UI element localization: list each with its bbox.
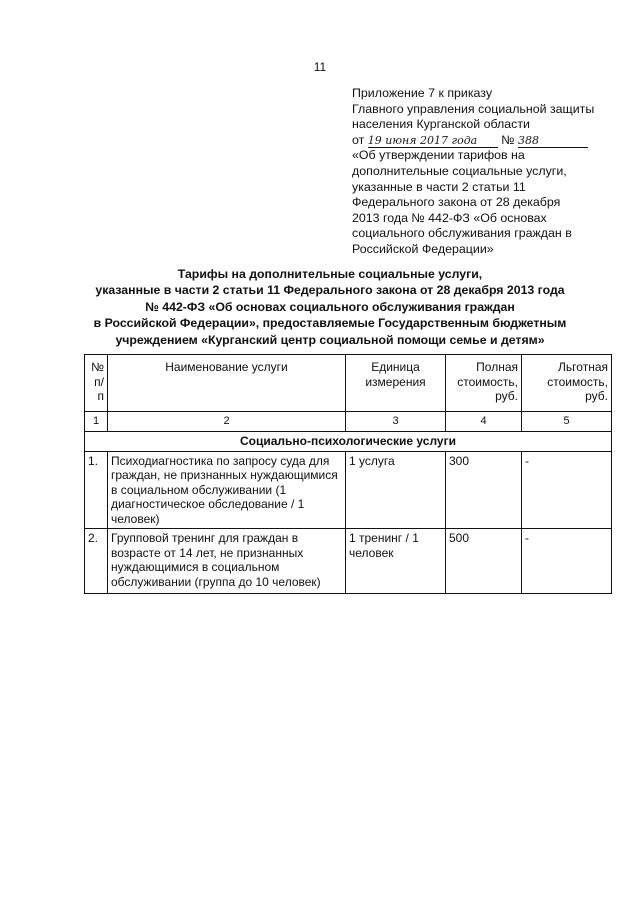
title-line: учреждением «Курганский центр социальной помощи семье и детям» (115, 332, 545, 347)
column-number: 2 (108, 412, 346, 432)
table-row (85, 529, 612, 594)
title-line: в Российской Федерации», предоставляемые Государственным бюджетным (93, 316, 567, 331)
number-label: № (501, 132, 515, 147)
appendix-line: Главного управления социальной защиты (352, 101, 595, 116)
full-cost: 300 (446, 451, 522, 529)
title-line: Тарифы на дополнительные социальные услуги, (177, 267, 483, 281)
header-name: Наименование услуги (108, 355, 346, 412)
appendix-line: населения Курганской области (352, 117, 530, 132)
appendix-line: социального обслуживания граждан в (352, 226, 572, 241)
appendix-line: Федерального закона от 28 декабря (352, 195, 561, 210)
header-full-cost: Полная стоимость, руб. (446, 355, 522, 412)
header-discount-cost: Льготная стоимость, руб. (522, 355, 612, 412)
appendix-line: Приложение 7 к приказу (352, 86, 493, 100)
appendix-block (352, 86, 612, 258)
title-line: указанные в части 2 статьи 11 Федерального закона от 28 декабря 2013 года (95, 283, 565, 298)
page-number: 11 (313, 60, 327, 74)
service-name: Групповой тренинг для граждан в возрасте от 14 лет, не признанных нуждающимися в социальном обслуживании (группа до 10 человек) (108, 529, 346, 594)
appendix-line: указанные в части 2 статьи 11 (352, 179, 526, 194)
column-number: 4 (446, 412, 522, 432)
title-line: № 442-ФЗ «Об основах социального обслуживания граждан (145, 299, 515, 314)
full-cost: 500 (446, 529, 522, 594)
discount-cost: - (522, 451, 612, 529)
handwritten-number: 388 (517, 134, 539, 148)
service-unit: 1 услуга (346, 451, 446, 529)
section-row (85, 431, 612, 451)
order-date-number-line (352, 133, 612, 149)
row-number: 2. (85, 529, 108, 594)
header-unit: Единица измерения (346, 355, 446, 412)
table-row (85, 451, 612, 529)
row-number: 1. (85, 451, 108, 529)
from-label: от (352, 132, 365, 147)
document-title (60, 266, 600, 348)
column-number-row (85, 412, 612, 432)
appendix-line: 2013 года № 442-ФЗ «Об основах (352, 210, 547, 225)
table-header-row (85, 355, 612, 412)
service-unit: 1 тренинг / 1 человек (346, 529, 446, 594)
service-name: Психодиагностика по запросу суда для граждан, не признанных нуждающимися в социальном обслуживании (1 диагностическое обследование / 1 человек) (108, 451, 346, 529)
column-number: 3 (346, 412, 446, 432)
handwritten-date: 19 июня 2017 года (367, 134, 478, 148)
handwritten-number-field (518, 133, 588, 148)
appendix-line: Российской Федерации» (352, 241, 494, 256)
section-title: Социально-психологические услуги (85, 431, 612, 451)
appendix-line: дополнительные социальные услуги, (352, 163, 567, 178)
handwritten-date-field (368, 133, 498, 148)
appendix-line: «Об утверждении тарифов на (352, 148, 525, 163)
discount-cost: - (522, 529, 612, 594)
header-num: № п/п (85, 355, 108, 412)
column-number: 1 (85, 412, 108, 432)
tariffs-table (84, 354, 612, 594)
column-number: 5 (522, 412, 612, 432)
